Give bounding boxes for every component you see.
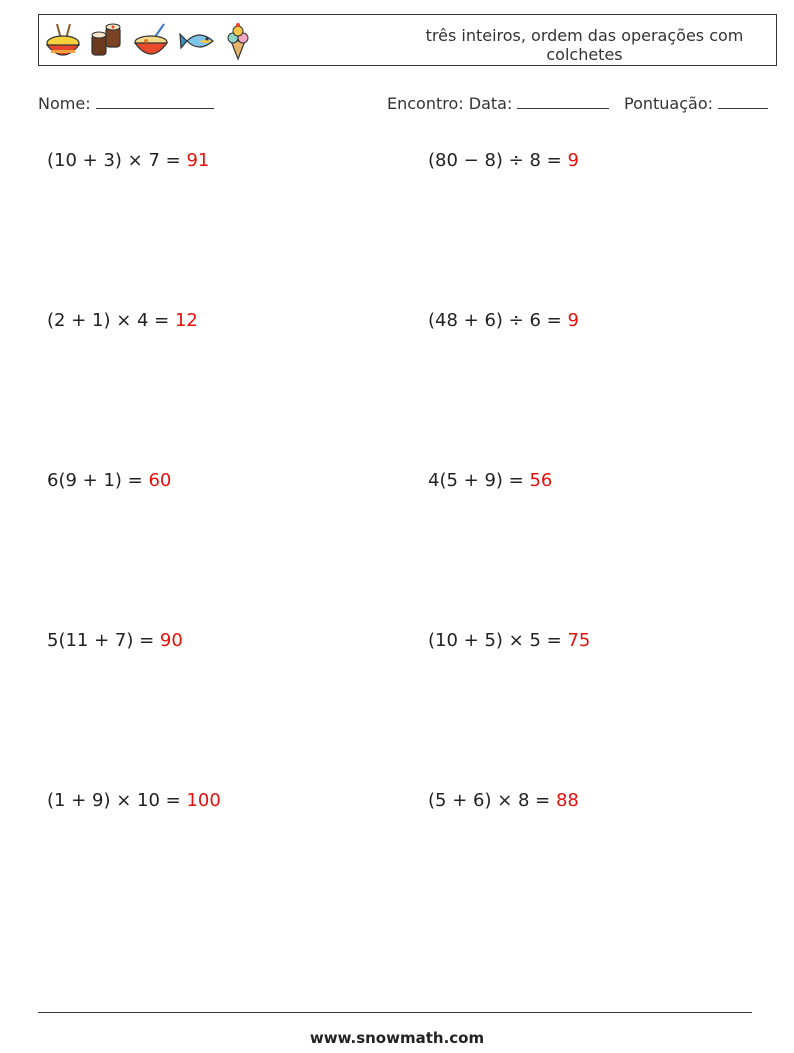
footer-url: www.snowmath.com <box>309 1029 485 1047</box>
problem-answer: 75 <box>567 630 591 651</box>
problem-2 <box>428 150 579 171</box>
fish-icon <box>177 21 217 61</box>
problem-answer: 88 <box>555 790 579 811</box>
problem-expression: (10 + 5) × 5 = <box>428 630 568 651</box>
problem-8 <box>428 630 590 651</box>
problem-7 <box>47 630 183 651</box>
problem-answer: 12 <box>174 310 198 331</box>
problem-expression: (10 + 3) × 7 = <box>47 150 187 171</box>
score-label: Pontuação: <box>624 94 714 113</box>
problem-answer: 100 <box>186 790 221 811</box>
problem-5 <box>47 470 171 491</box>
name-field <box>38 94 214 113</box>
problem-answer: 91 <box>186 150 210 171</box>
name-label: Nome: <box>38 94 91 113</box>
ice-cream-cone-icon <box>223 21 253 61</box>
score-blank <box>718 94 768 109</box>
problem-3 <box>47 310 198 331</box>
date-blank <box>517 94 609 109</box>
problem-9 <box>47 790 221 811</box>
problem-expression: (48 + 6) ÷ 6 = <box>428 310 568 331</box>
problem-answer: 60 <box>148 470 172 491</box>
problem-expression: (5 + 6) × 8 = <box>428 790 556 811</box>
noodle-bowl-icon <box>131 21 171 61</box>
date-label: Encontro: Data: <box>387 94 513 113</box>
problem-answer: 56 <box>529 470 553 491</box>
problem-answer: 90 <box>159 630 183 651</box>
problem-10 <box>428 790 579 811</box>
worksheet-title: três inteiros, ordem das operações com colchetes <box>425 26 744 64</box>
problem-expression: 4(5 + 9) = <box>428 470 530 491</box>
problem-answer: 9 <box>567 310 579 331</box>
name-blank <box>96 94 214 109</box>
sushi-roll-icon <box>89 21 125 61</box>
problem-expression: (80 − 8) ÷ 8 = <box>428 150 568 171</box>
problem-1 <box>47 150 209 171</box>
problem-expression: (1 + 9) × 10 = <box>47 790 187 811</box>
footer-divider <box>38 1012 752 1013</box>
header-icons <box>43 21 253 61</box>
rice-bowl-icon <box>43 21 83 61</box>
problem-expression: 5(11 + 7) = <box>47 630 160 651</box>
problem-answer: 9 <box>567 150 579 171</box>
score-field <box>624 94 768 113</box>
problem-4 <box>428 310 579 331</box>
date-field <box>387 94 609 113</box>
worksheet-header <box>38 14 777 66</box>
problem-6 <box>428 470 552 491</box>
problem-expression: (2 + 1) × 4 = <box>47 310 175 331</box>
problem-expression: 6(9 + 1) = <box>47 470 149 491</box>
